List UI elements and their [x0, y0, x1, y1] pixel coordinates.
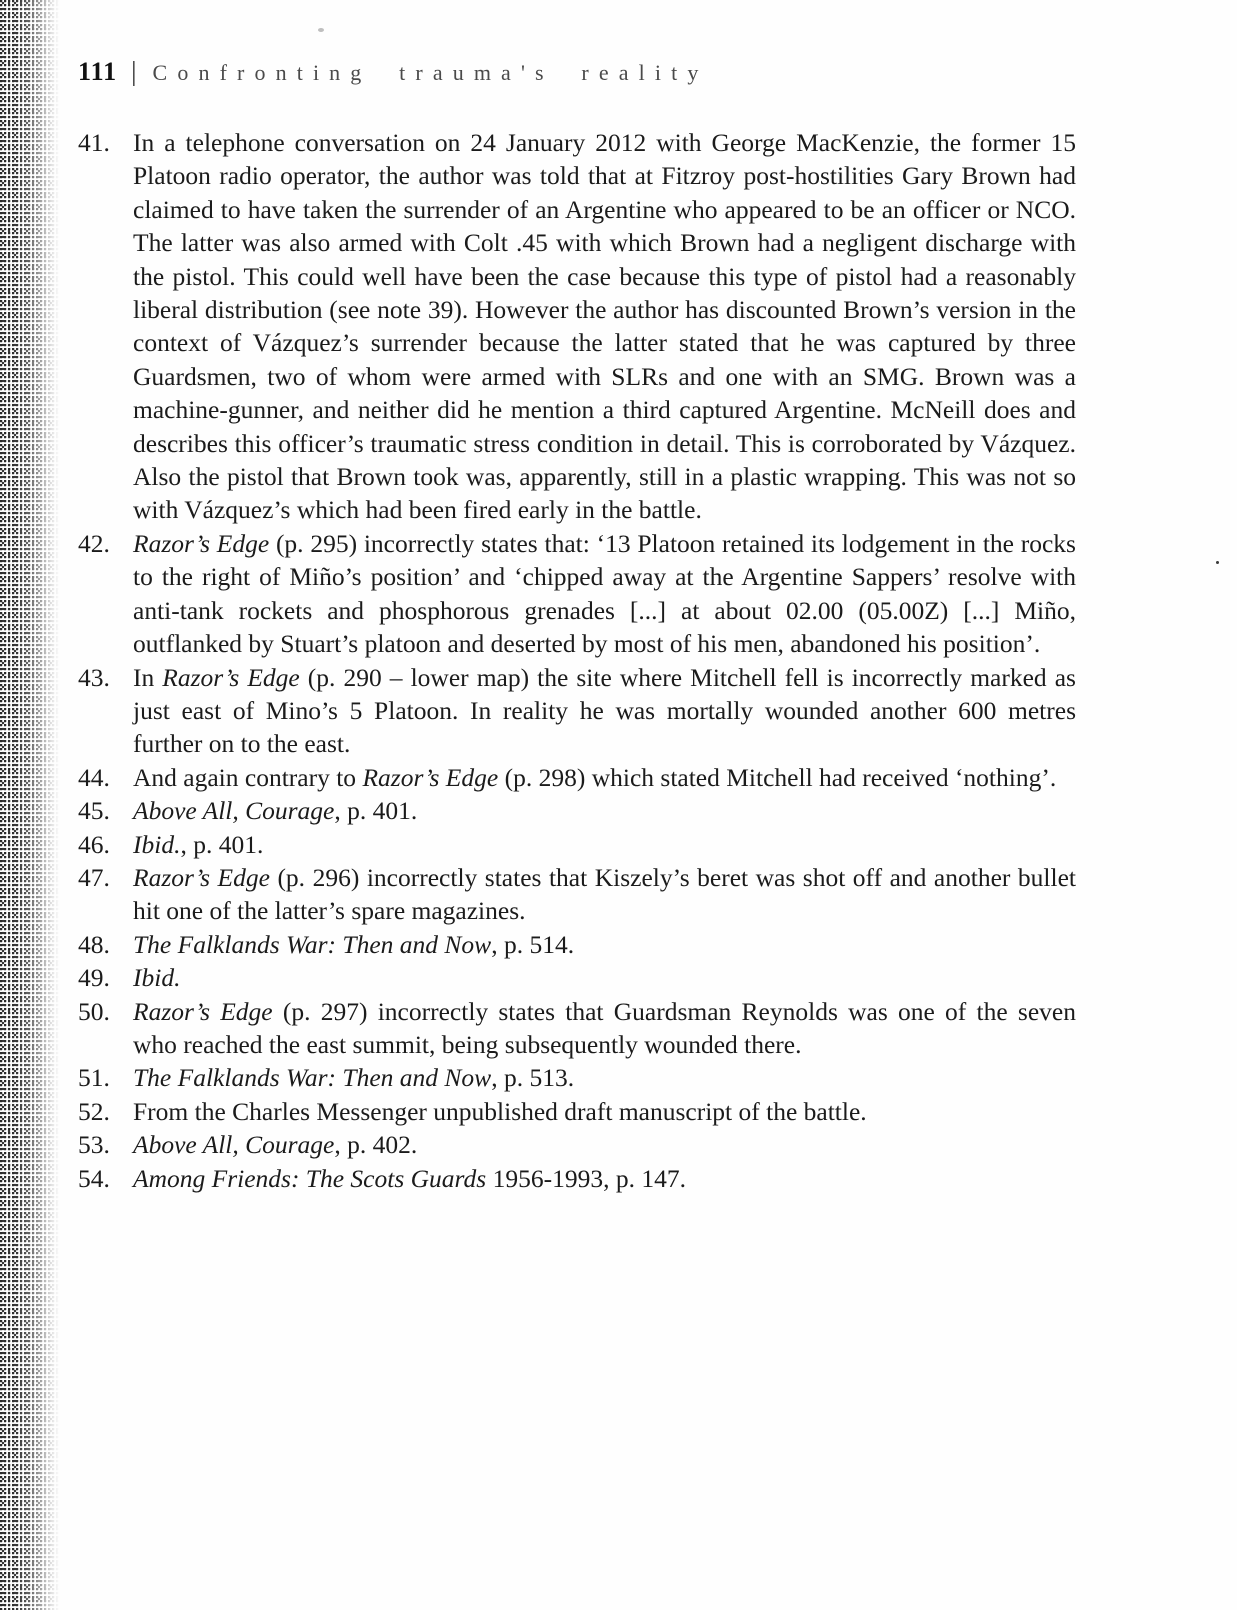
binding-edge-texture — [0, 0, 60, 1610]
page-number: 111 — [78, 57, 118, 86]
note-item — [78, 761, 1076, 794]
note-number: 52. — [78, 1096, 110, 1126]
note-number: 45. — [78, 796, 110, 826]
note-text: In a telephone conversation on 24 January 2012 with George MacKenzie, the former 15 Platoon radio operator, the author was told that at Fitzroy post-hostilities Gary Brown had claimed to have taken the surrender of an Argentine who appeared to be an officer or NCO. The latter was also armed with Colt .45 with which Brown had a negligent discharge with the pistol. This could well have been the case because this type of pistol had a reasonably liberal distribution (see note 39). However the author has discounted Brown’s version in the context of Vázquez’s surrender because the latter stated that he was captured by three Guardsmen, two of whom were armed with SLRs and one with an SMG. Brown was a machine-gunner, and neither did he mention a third captured Argentine. McNeill does and describes this officer’s traumatic stress condition in detail. This is corroborated by Vázquez. Also the pistol that Brown took was, apparently, still in a plastic wrapping. This was not so with Vázquez’s which had been fired early in the battle. — [133, 128, 1076, 525]
note-item — [78, 1061, 1076, 1094]
note-number: 44. — [78, 762, 110, 792]
note-item — [78, 794, 1076, 827]
scan-smudge — [318, 28, 324, 32]
note-number: 42. — [78, 528, 110, 558]
note-number: 47. — [78, 862, 110, 892]
note-text: Ibid. — [133, 963, 181, 993]
note-number: 41. — [78, 128, 110, 157]
note-number: 54. — [78, 1163, 110, 1193]
note-text: The Falklands War: Then and Now, p. 514. — [133, 929, 575, 959]
note-item — [78, 1095, 1076, 1128]
note-item — [78, 928, 1076, 961]
scan-speck — [1216, 561, 1219, 564]
note-number: 49. — [78, 963, 110, 993]
running-title: Confronting trauma's reality — [152, 60, 709, 85]
note-item — [78, 861, 1076, 928]
header-separator: | — [131, 56, 137, 86]
note-text: Above All, Courage, p. 401. — [133, 796, 418, 826]
note-item — [78, 828, 1076, 861]
note-item — [78, 126, 1076, 527]
endnotes-list — [78, 126, 1076, 1195]
note-text: In Razor’s Edge (p. 290 – lower map) the site where Mitchell fell is incorrectly marked as just east of Mino’s 5 Platoon. In reality he was mortally wounded another 600 metres further on to the east. — [133, 662, 1076, 759]
note-text: The Falklands War: Then and Now, p. 513. — [133, 1063, 575, 1093]
note-text: Ibid., p. 401. — [133, 829, 264, 859]
note-text: Among Friends: The Scots Guards 1956-1993, p. 147. — [133, 1163, 686, 1193]
note-text: Above All, Courage, p. 402. — [133, 1130, 418, 1160]
note-text: And again contrary to Razor’s Edge (p. 298) which stated Mitchell had received ‘nothing’. — [133, 762, 1057, 792]
note-number: 53. — [78, 1130, 110, 1160]
note-text: From the Charles Messenger unpublished draft manuscript of the battle. — [133, 1096, 867, 1126]
note-item — [78, 1162, 1076, 1195]
note-item — [78, 661, 1076, 761]
note-text: Razor’s Edge (p. 296) incorrectly states that Kiszely’s beret was shot off and another bullet hit one of the latter’s spare magazines. — [133, 862, 1076, 926]
page-header — [78, 56, 708, 87]
note-item — [78, 1128, 1076, 1161]
note-number: 51. — [78, 1063, 110, 1093]
note-text: Razor’s Edge (p. 297) incorrectly states that Guardsman Reynolds was one of the seven who reached the east summit, being subsequently wounded there. — [133, 996, 1076, 1059]
note-item — [78, 527, 1076, 661]
note-number: 46. — [78, 829, 110, 859]
note-number: 50. — [78, 996, 110, 1026]
note-number: 48. — [78, 929, 110, 959]
note-number: 43. — [78, 662, 110, 692]
note-item — [78, 995, 1076, 1062]
note-item — [78, 961, 1076, 994]
note-text: Razor’s Edge (p. 295) incorrectly states that: ‘13 Platoon retained its lodgement in the rocks to the right of Miño’s position’ and ‘chipped away at the Argentine Sappers’ resolve with anti-tank rockets and phosphorous grenades [...] at about 02.00 (05.00Z) [...] Miño, outflanked by Stuart’s platoon and deserted by most of his men, abandoned his position’. — [133, 528, 1076, 659]
